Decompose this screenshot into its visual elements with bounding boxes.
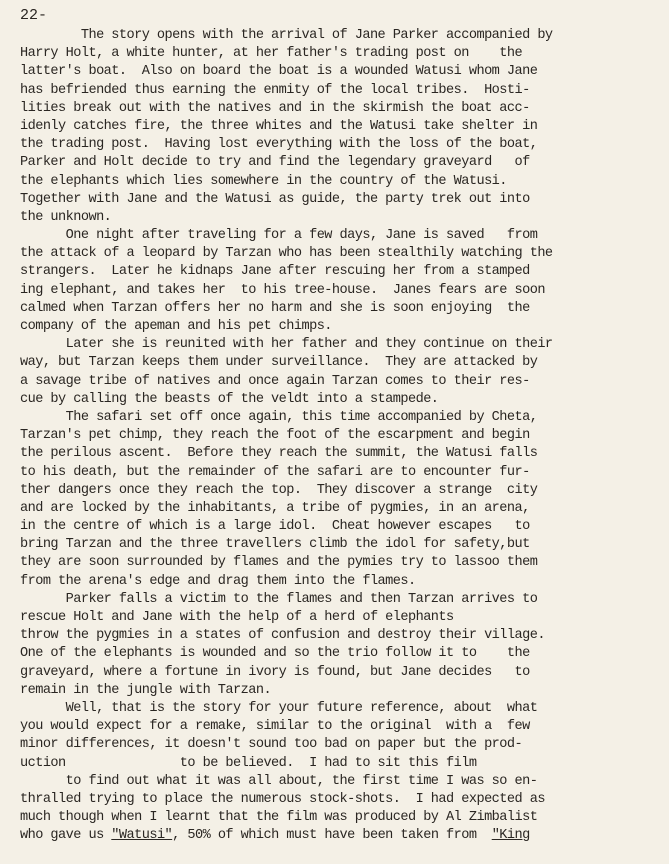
- text-line: remain in the jungle with Tarzan.: [20, 682, 272, 698]
- text-line: Tarzan's pet chimp, they reach the foot of the escarpment and begin: [20, 428, 530, 444]
- text-line: graveyard, where a fortune in ivory is found, but Jane decides to: [20, 664, 530, 680]
- text-line: One of the elephants is wounded and so the trio follow it to the: [20, 646, 530, 662]
- text-line: they are soon surrounded by flames and the pymies try to lassoo them: [20, 555, 538, 571]
- body-text: [20, 27, 660, 845]
- text-line: rescue Holt and Jane with the help of a herd of elephants: [20, 610, 454, 625]
- text-line-last: [20, 827, 660, 845]
- text-line: lities break out with the natives and in the skirmish the boat acc-: [20, 100, 530, 116]
- text-line: Parker and Holt decide to try and find the legendary graveyard of: [20, 155, 530, 171]
- text-line: from the arena's edge and drag them into the flames.: [20, 573, 416, 589]
- text-line: Parker falls a victim to the flames and then Tarzan arrives to: [20, 591, 538, 607]
- text-segment: who gave us: [20, 828, 112, 844]
- text-line: the trading post. Having lost everything with the loss of the boat,: [20, 137, 538, 153]
- text-line: minor differences, it doesn't sound too bad on paper but the prod-: [20, 737, 523, 753]
- text-line: strangers. Later he kidnaps Jane after rescuing her from a stamped: [20, 264, 530, 280]
- text-line: cue by calling the beasts of the veldt into a stampede.: [20, 391, 439, 407]
- film-title-watusi: "Watusi": [111, 828, 173, 844]
- text-line: in the centre of which is a large idol. Cheat however escapes to: [20, 519, 530, 535]
- text-line: ther dangers once they reach the top. They discover a strange city: [20, 482, 538, 498]
- text-line: the elephants which lies somewhere in the country of the Watusi.: [20, 173, 507, 189]
- text-line: calmed when Tarzan offers her no harm and she is soon enjoying the: [20, 300, 530, 316]
- text-line: uction to be believed. I had to sit this film: [20, 755, 477, 771]
- text-line: you would expect for a remake, similar to the original with a few: [20, 719, 530, 735]
- text-line: The story opens with the arrival of Jane Parker accompanied by: [20, 28, 553, 43]
- text-line: company of the apeman and his pet chimps.: [20, 319, 332, 334]
- text-line: One night after traveling for a few days, Jane is saved from: [20, 228, 538, 244]
- text-segment: , 50% of which must have been taken from: [172, 828, 492, 844]
- text-line: Later she is reunited with her father and they continue on their: [20, 337, 553, 353]
- text-line: to his death, but the remainder of the safari are to encounter fur-: [20, 464, 530, 480]
- text-line: to find out what it was all about, the first time I was so en-: [20, 773, 538, 789]
- text-line: the perilous ascent. Before they reach the summit, the Watusi falls: [20, 446, 538, 462]
- text-line: Together with Jane and the Watusi as guide, the party trek out into: [20, 191, 530, 207]
- text-line: thralled trying to place the numerous stock-shots. I had expected as: [20, 791, 545, 807]
- text-line: a savage tribe of natives and once again Tarzan comes to their res-: [20, 373, 530, 389]
- text-line: Well, that is the story for your future reference, about what: [20, 700, 538, 716]
- text-line: and are locked by the inhabitants, a tribe of pygmies, in an arena,: [20, 500, 530, 516]
- page-number: 22-: [20, 7, 48, 24]
- text-line: has befriended thus earning the enmity of the local tribes. Hosti-: [20, 82, 530, 98]
- text-line: Harry Holt, a white hunter, at her father's trading post on the: [20, 46, 523, 62]
- text-line: latter's boat. Also on board the boat is a wounded Watusi whom Jane: [20, 64, 538, 80]
- text-line: ing elephant, and takes her to his tree-house. Janes fears are soon: [20, 282, 545, 298]
- text-line: The safari set off once again, this time accompanied by Cheta,: [20, 409, 538, 425]
- film-title-king: "King: [491, 828, 530, 844]
- text-line: much though when I learnt that the film was produced by Al Zimbalist: [20, 810, 538, 826]
- text-line: the unknown.: [20, 209, 112, 225]
- text-line: way, but Tarzan keeps them under surveillance. They are attacked by: [20, 355, 538, 371]
- text-line: bring Tarzan and the three travellers climb the idol for safety,but: [20, 537, 530, 553]
- text-line: the attack of a leopard by Tarzan who has been stealthily watching the: [20, 246, 553, 262]
- text-line: throw the pygmies in a states of confusion and destroy their village.: [20, 628, 545, 644]
- text-line: idenly catches fire, the three whites and the Watusi take shelter in: [20, 118, 538, 134]
